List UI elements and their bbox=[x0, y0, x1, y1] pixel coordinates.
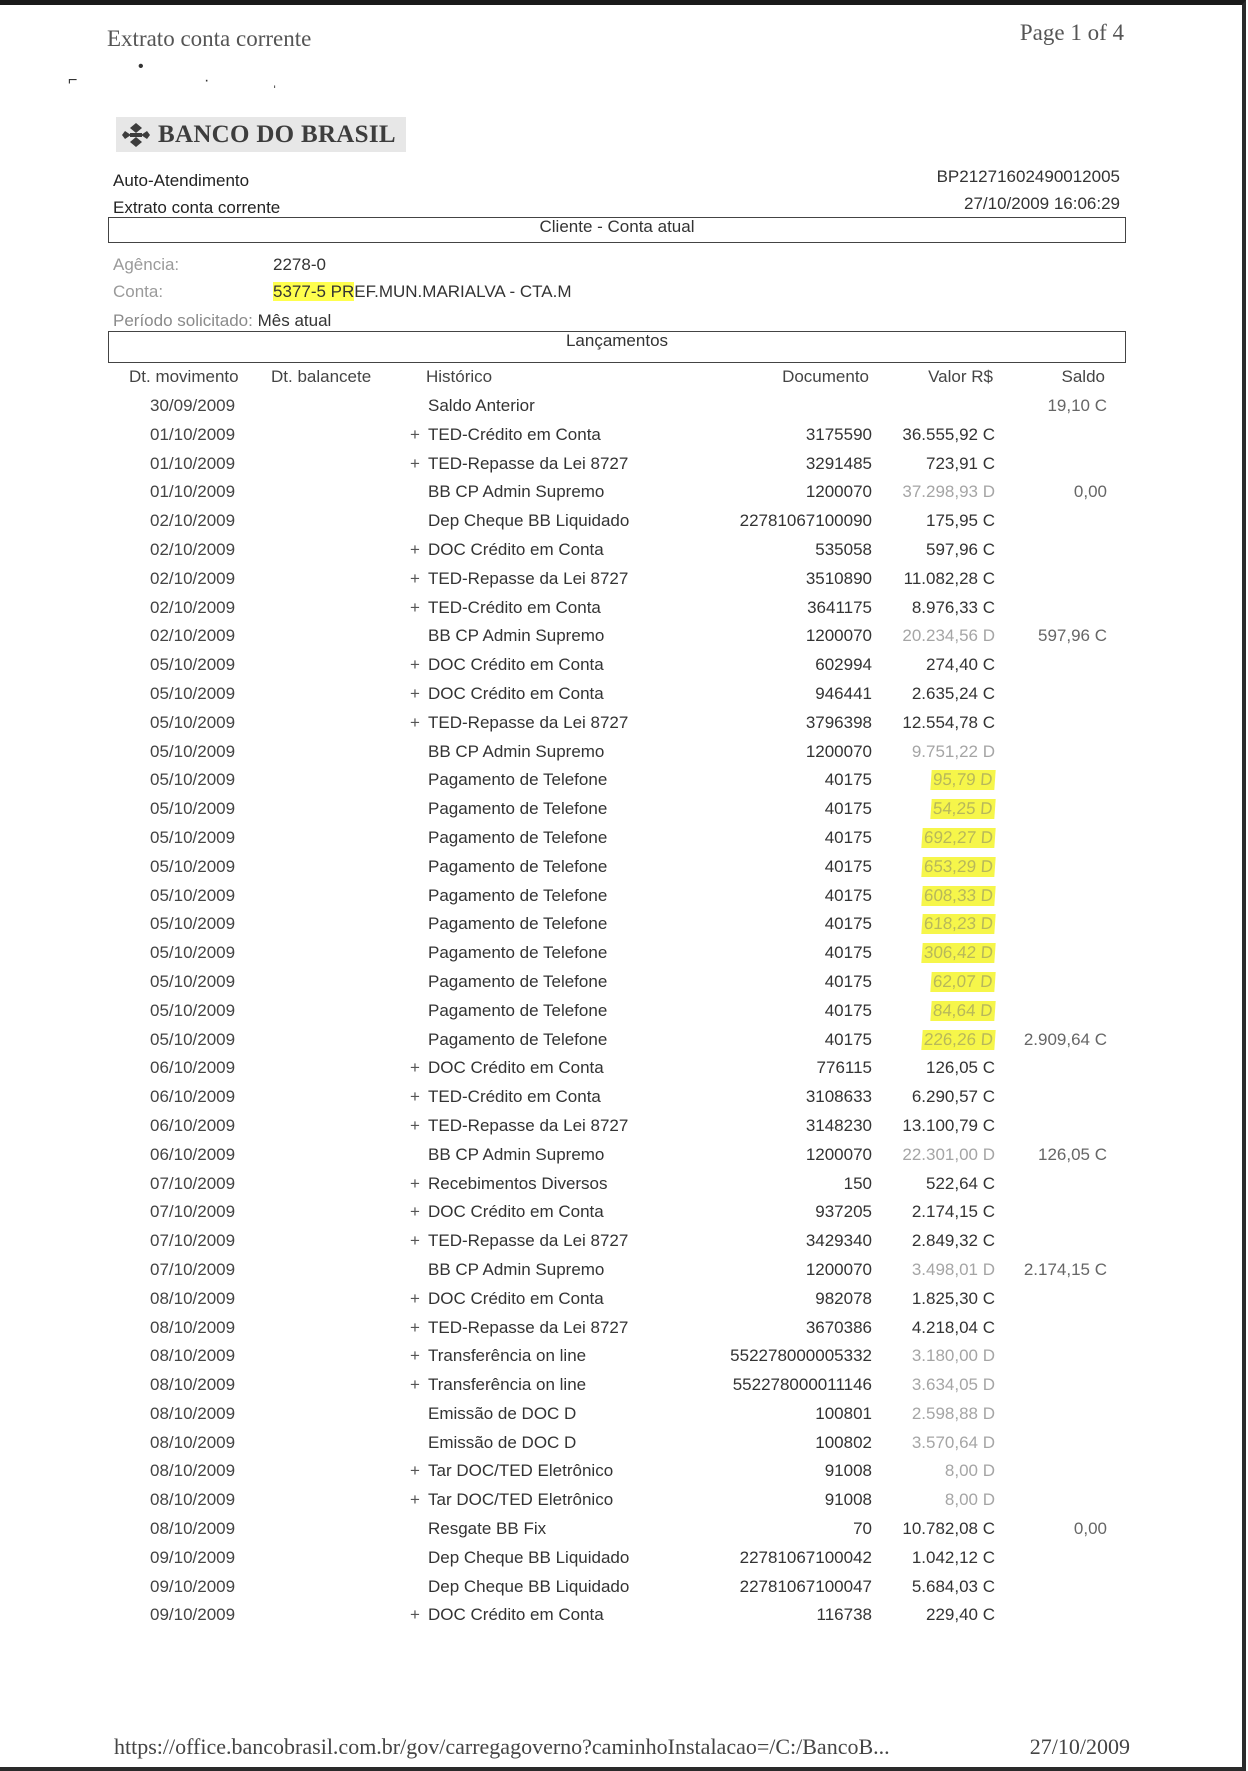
cell-dt-movimento: 05/10/2009 bbox=[150, 885, 236, 905]
cell-sign: + bbox=[410, 1231, 420, 1251]
cell-dt-movimento: 08/10/2009 bbox=[150, 1346, 236, 1366]
cell-dt-movimento: 05/10/2009 bbox=[150, 770, 236, 790]
cell-historico: BB CP Admin Supremo bbox=[428, 626, 605, 646]
table-row bbox=[0, 1145, 1248, 1174]
cell-documento: 40175 bbox=[824, 827, 872, 847]
cell-dt-movimento: 05/10/2009 bbox=[150, 827, 236, 847]
cell-saldo: 0,00 bbox=[1073, 1519, 1107, 1539]
document-type: Extrato conta corrente bbox=[113, 198, 281, 217]
print-footer-url: https://office.bancobrasil.com.br/gov/carregagoverno?caminhoInstalacao=/C:/BancoB... bbox=[114, 1734, 890, 1759]
cell-historico: BB CP Admin Supremo bbox=[428, 741, 605, 761]
cell-dt-movimento: 05/10/2009 bbox=[150, 683, 236, 703]
conta-value bbox=[273, 282, 572, 302]
cell-dt-movimento: 05/10/2009 bbox=[150, 655, 236, 675]
bank-logo bbox=[116, 117, 406, 152]
cell-dt-movimento: 07/10/2009 bbox=[150, 1259, 236, 1279]
cell-dt-movimento: 06/10/2009 bbox=[150, 1144, 236, 1164]
cell-historico: DOC Crédito em Conta bbox=[428, 1288, 604, 1308]
table-row bbox=[0, 684, 1248, 713]
cell-valor: 1.825,30 C bbox=[911, 1288, 995, 1308]
cell-sign: + bbox=[410, 568, 420, 588]
cell-dt-movimento: 08/10/2009 bbox=[150, 1317, 236, 1337]
table-row bbox=[0, 799, 1248, 828]
table-row bbox=[0, 1490, 1248, 1519]
table-row bbox=[0, 1116, 1248, 1145]
cell-valor: 2.598,88 D bbox=[911, 1403, 995, 1423]
cell-historico: Pagamento de Telefone bbox=[428, 1000, 608, 1020]
cell-documento: 40175 bbox=[824, 770, 872, 790]
cell-valor: 2.635,24 C bbox=[911, 683, 995, 703]
cell-sign: + bbox=[410, 1605, 420, 1625]
cell-valor: 13.100,79 C bbox=[902, 1115, 995, 1135]
cell-documento: 937205 bbox=[815, 1202, 872, 1222]
cell-historico: TED-Crédito em Conta bbox=[428, 1087, 601, 1107]
table-row bbox=[0, 914, 1248, 943]
cell-documento: 100801 bbox=[815, 1403, 872, 1423]
table-row bbox=[0, 425, 1248, 454]
cell-valor: 653,29 D bbox=[921, 857, 995, 877]
transactions-table bbox=[0, 396, 1248, 1634]
cell-valor: 2.849,32 C bbox=[911, 1231, 995, 1251]
meta-left bbox=[113, 167, 280, 221]
cell-sign: + bbox=[410, 1202, 420, 1222]
table-row bbox=[0, 1548, 1248, 1577]
cell-valor: 11.082,28 C bbox=[903, 568, 995, 588]
cell-dt-movimento: 05/10/2009 bbox=[150, 1000, 236, 1020]
cell-saldo: 0,00 bbox=[1073, 482, 1107, 502]
cell-valor: 5.684,03 C bbox=[911, 1576, 995, 1596]
cell-dt-movimento: 02/10/2009 bbox=[150, 539, 236, 559]
cell-sign: + bbox=[410, 1115, 420, 1135]
cell-historico: TED-Repasse da Lei 8727 bbox=[428, 568, 629, 588]
cell-dt-movimento: 02/10/2009 bbox=[150, 511, 236, 531]
cell-historico: Pagamento de Telefone bbox=[428, 827, 608, 847]
cell-dt-movimento: 05/10/2009 bbox=[150, 712, 236, 732]
cell-documento: 3148230 bbox=[805, 1115, 872, 1135]
cell-historico: Dep Cheque BB Liquidado bbox=[428, 1576, 630, 1596]
table-row bbox=[0, 886, 1248, 915]
cell-dt-movimento: 07/10/2009 bbox=[150, 1231, 236, 1251]
cell-historico: TED-Repasse da Lei 8727 bbox=[428, 1231, 629, 1251]
cell-valor: 9.751,22 D bbox=[911, 741, 995, 761]
cell-historico: Tar DOC/TED Eletrônico bbox=[428, 1461, 614, 1481]
cell-documento: 40175 bbox=[824, 799, 872, 819]
print-header-page: Page 1 of 4 bbox=[1019, 20, 1124, 45]
cell-dt-movimento: 08/10/2009 bbox=[150, 1490, 236, 1510]
cell-historico: Recebimentos Diversos bbox=[428, 1173, 608, 1193]
table-row bbox=[0, 857, 1248, 886]
cell-historico: Dep Cheque BB Liquidado bbox=[428, 1547, 630, 1567]
cell-documento: 40175 bbox=[824, 885, 872, 905]
cell-valor: 62,07 D bbox=[931, 972, 996, 992]
agencia-value: 2278-0 bbox=[273, 255, 326, 274]
cell-dt-movimento: 08/10/2009 bbox=[150, 1288, 236, 1308]
cell-historico: DOC Crédito em Conta bbox=[428, 1058, 604, 1078]
cell-historico: TED-Repasse da Lei 8727 bbox=[428, 1317, 629, 1337]
conta-label: Conta: bbox=[113, 282, 164, 301]
col-historico: Histórico bbox=[426, 367, 493, 386]
cell-documento: 3796398 bbox=[805, 712, 872, 732]
cell-historico: Pagamento de Telefone bbox=[428, 914, 608, 934]
col-dt-movimento: Dt. movimento bbox=[129, 367, 239, 386]
cell-valor: 274,40 C bbox=[926, 655, 995, 675]
cell-dt-movimento: 08/10/2009 bbox=[150, 1432, 236, 1452]
cell-historico: Pagamento de Telefone bbox=[428, 943, 608, 963]
cell-sign: + bbox=[410, 683, 420, 703]
table-row bbox=[0, 626, 1248, 655]
cell-dt-movimento: 07/10/2009 bbox=[150, 1202, 236, 1222]
cell-valor: 229,40 C bbox=[926, 1605, 995, 1625]
cell-historico: Transferência on line bbox=[428, 1346, 587, 1366]
cell-documento: 40175 bbox=[824, 914, 872, 934]
cell-dt-movimento: 05/10/2009 bbox=[150, 914, 236, 934]
cell-valor: 3.180,00 D bbox=[911, 1346, 995, 1366]
cell-saldo: 19,10 C bbox=[1047, 396, 1107, 415]
lancamentos-caption: Lançamentos bbox=[565, 331, 669, 350]
cell-valor: 126,05 C bbox=[926, 1058, 995, 1078]
table-row bbox=[0, 713, 1248, 742]
table-row bbox=[0, 1461, 1248, 1490]
cell-dt-movimento: 02/10/2009 bbox=[150, 597, 236, 617]
cell-sign: + bbox=[410, 597, 420, 617]
cell-valor: 175,95 C bbox=[926, 511, 995, 531]
table-row bbox=[0, 1404, 1248, 1433]
cell-saldo: 597,96 C bbox=[1038, 626, 1107, 646]
cell-historico: DOC Crédito em Conta bbox=[428, 683, 604, 703]
cell-dt-movimento: 05/10/2009 bbox=[150, 741, 236, 761]
cell-dt-movimento: 09/10/2009 bbox=[150, 1547, 236, 1567]
cell-valor: 4.218,04 C bbox=[911, 1317, 995, 1337]
cell-documento: 3510890 bbox=[805, 568, 872, 588]
cell-valor: 306,42 D bbox=[921, 943, 995, 963]
cell-valor: 226,26 D bbox=[921, 1030, 995, 1050]
table-row bbox=[0, 828, 1248, 857]
cell-valor: 692,27 D bbox=[921, 828, 995, 848]
cell-documento: 982078 bbox=[815, 1288, 872, 1308]
cell-sign: + bbox=[410, 1490, 420, 1510]
table-row bbox=[0, 972, 1248, 1001]
table-row bbox=[0, 1289, 1248, 1318]
cell-dt-movimento: 09/10/2009 bbox=[150, 1605, 236, 1625]
cell-dt-movimento: 06/10/2009 bbox=[150, 1115, 236, 1135]
cell-dt-movimento: 07/10/2009 bbox=[150, 1173, 236, 1193]
cell-documento: 150 bbox=[843, 1173, 872, 1193]
cell-historico: Emissão de DOC D bbox=[428, 1403, 577, 1423]
cell-sign: + bbox=[410, 539, 420, 559]
cell-historico: DOC Crédito em Conta bbox=[428, 539, 604, 559]
table-row bbox=[0, 540, 1248, 569]
conta-name: EF.MUN.MARIALVA - CTA.M bbox=[354, 282, 572, 301]
table-row bbox=[0, 1174, 1248, 1203]
cell-documento: 535058 bbox=[815, 539, 872, 559]
print-header-title: Extrato conta corrente bbox=[107, 26, 312, 51]
table-row bbox=[0, 1030, 1248, 1059]
cell-valor: 84,64 D bbox=[931, 1001, 996, 1021]
cell-documento: 946441 bbox=[815, 683, 872, 703]
cell-valor: 2.174,15 C bbox=[911, 1202, 995, 1222]
conta-number: 5377-5 PR bbox=[273, 282, 355, 301]
col-saldo: Saldo bbox=[1061, 367, 1105, 386]
cell-documento: 552278000005332 bbox=[730, 1346, 872, 1366]
cell-historico: Pagamento de Telefone bbox=[428, 885, 608, 905]
table-row bbox=[0, 1375, 1248, 1404]
cell-valor: 8,00 D bbox=[944, 1461, 995, 1481]
cell-historico: DOC Crédito em Conta bbox=[428, 1202, 604, 1222]
cell-valor: 8,00 D bbox=[944, 1490, 995, 1510]
service-label: Auto-Atendimento bbox=[113, 171, 250, 190]
cell-valor: 37.298,93 D bbox=[902, 482, 995, 502]
table-row bbox=[0, 598, 1248, 627]
table-row bbox=[0, 1605, 1248, 1634]
cell-valor: 1.042,12 C bbox=[911, 1547, 995, 1567]
cell-sign: + bbox=[410, 712, 420, 732]
cell-dt-movimento: 09/10/2009 bbox=[150, 1576, 236, 1596]
cell-historico: Transferência on line bbox=[428, 1375, 587, 1395]
col-valor: Valor R$ bbox=[928, 367, 993, 386]
client-section-caption: Cliente - Conta atual bbox=[539, 217, 695, 236]
cell-dt-movimento: 05/10/2009 bbox=[150, 856, 236, 876]
statement-datetime: 27/10/2009 16:06:29 bbox=[964, 194, 1120, 213]
cell-sign: + bbox=[410, 1058, 420, 1078]
meta-right bbox=[937, 163, 1120, 217]
cell-historico: Pagamento de Telefone bbox=[428, 799, 608, 819]
cell-valor: 36.555,92 C bbox=[902, 424, 995, 444]
cell-documento: 3108633 bbox=[805, 1087, 872, 1107]
cell-historico: DOC Crédito em Conta bbox=[428, 655, 604, 675]
cell-valor: 3.498,01 D bbox=[911, 1259, 995, 1279]
cell-valor: 723,91 C bbox=[926, 453, 995, 473]
cell-dt-movimento: 01/10/2009 bbox=[150, 424, 236, 444]
cell-saldo: 2.174,15 C bbox=[1023, 1259, 1107, 1279]
cell-documento: 22781067100047 bbox=[739, 1576, 872, 1596]
periodo-label: Período solicitado: bbox=[113, 311, 253, 330]
cell-valor: 54,25 D bbox=[931, 799, 996, 819]
cell-dt-movimento: 05/10/2009 bbox=[150, 943, 236, 963]
cell-documento: 40175 bbox=[824, 856, 872, 876]
cell-sign: + bbox=[410, 1288, 420, 1308]
bank-name: BANCO DO BRASIL bbox=[158, 121, 396, 148]
cell-documento: 1200070 bbox=[805, 482, 872, 502]
table-row bbox=[0, 1577, 1248, 1606]
table-row bbox=[0, 1001, 1248, 1030]
cell-documento: 100802 bbox=[815, 1432, 872, 1452]
cell-valor: 95,79 D bbox=[931, 770, 996, 790]
cell-historico: TED-Repasse da Lei 8727 bbox=[428, 1115, 629, 1135]
cell-documento: 3670386 bbox=[805, 1317, 872, 1337]
cell-valor: 22.301,00 D bbox=[902, 1144, 995, 1164]
cell-documento: 3291485 bbox=[805, 453, 872, 473]
cell-historico: BB CP Admin Supremo bbox=[428, 482, 605, 502]
cell-dt-movimento: 02/10/2009 bbox=[150, 568, 236, 588]
table-row bbox=[0, 1318, 1248, 1347]
table-row bbox=[0, 1433, 1248, 1462]
cell-sign: + bbox=[410, 1087, 420, 1107]
table-row bbox=[0, 943, 1248, 972]
periodo-row bbox=[113, 311, 331, 331]
cell-sign: + bbox=[410, 1317, 420, 1337]
agencia-label: Agência: bbox=[113, 255, 180, 274]
cell-dt-movimento: 02/10/2009 bbox=[150, 626, 236, 646]
periodo-value: Mês atual bbox=[257, 311, 332, 330]
cell-historico: DOC Crédito em Conta bbox=[428, 1605, 604, 1625]
cell-historico: Pagamento de Telefone bbox=[428, 971, 608, 991]
cell-valor: 3.570,64 D bbox=[911, 1432, 995, 1452]
cell-valor: 8.976,33 C bbox=[911, 597, 995, 617]
cell-documento: 40175 bbox=[824, 1000, 872, 1020]
cell-documento: 3641175 bbox=[807, 597, 872, 617]
cell-documento: 602994 bbox=[815, 655, 872, 675]
cell-documento: 552278000011146 bbox=[732, 1375, 872, 1395]
table-row bbox=[0, 1231, 1248, 1260]
table-row bbox=[0, 569, 1248, 598]
cell-dt-movimento: 06/10/2009 bbox=[150, 1058, 236, 1078]
cell-documento: 3175590 bbox=[805, 424, 872, 444]
lancamentos-section-bar bbox=[108, 331, 1126, 363]
cell-saldo: 126,05 C bbox=[1038, 1144, 1107, 1164]
cell-documento: 40175 bbox=[824, 1029, 872, 1049]
cell-documento: 116738 bbox=[816, 1605, 872, 1625]
cell-dt-movimento: 08/10/2009 bbox=[150, 1461, 236, 1481]
cell-documento: 776115 bbox=[816, 1058, 872, 1078]
cell-valor: 618,23 D bbox=[921, 914, 995, 934]
cell-documento: 3429340 bbox=[805, 1231, 872, 1251]
cell-historico: Emissão de DOC D bbox=[428, 1432, 577, 1452]
cell-documento: 22781067100042 bbox=[739, 1547, 872, 1567]
cell-documento: 40175 bbox=[824, 971, 872, 991]
cell-documento: 22781067100090 bbox=[739, 511, 872, 531]
cell-documento: 70 bbox=[853, 1519, 872, 1539]
cell-sign: + bbox=[410, 1173, 420, 1193]
cell-historico: Resgate BB Fix bbox=[428, 1519, 547, 1539]
table-row bbox=[0, 1260, 1248, 1289]
cell-historico: Saldo Anterior bbox=[428, 396, 535, 415]
cell-dt-movimento: 08/10/2009 bbox=[150, 1403, 236, 1423]
table-row bbox=[0, 742, 1248, 771]
cell-dt-movimento: 08/10/2009 bbox=[150, 1519, 236, 1539]
cell-historico: BB CP Admin Supremo bbox=[428, 1144, 605, 1164]
table-row bbox=[0, 770, 1248, 799]
cell-dt-movimento: 05/10/2009 bbox=[150, 799, 236, 819]
print-footer-date: 27/10/2009 bbox=[1029, 1734, 1130, 1759]
cell-historico: Tar DOC/TED Eletrônico bbox=[428, 1490, 614, 1510]
table-row bbox=[0, 1202, 1248, 1231]
cell-valor: 10.782,08 C bbox=[902, 1519, 995, 1539]
cell-documento: 91008 bbox=[824, 1490, 872, 1510]
conta-row bbox=[113, 282, 572, 302]
cell-historico: Pagamento de Telefone bbox=[428, 1029, 608, 1049]
reference-code: BP21271602490012005 bbox=[936, 167, 1120, 186]
cell-sign: + bbox=[410, 1375, 420, 1395]
cell-sign: + bbox=[410, 453, 420, 473]
col-dt-balancete: Dt. balancete bbox=[271, 367, 372, 386]
table-row bbox=[0, 1058, 1248, 1087]
cell-historico: BB CP Admin Supremo bbox=[428, 1259, 605, 1279]
table-row bbox=[0, 482, 1248, 511]
cell-dt-movimento: 01/10/2009 bbox=[150, 453, 236, 473]
cell-saldo: 2.909,64 C bbox=[1023, 1029, 1107, 1049]
cell-sign: + bbox=[410, 655, 420, 675]
cell-dt-movimento: 05/10/2009 bbox=[150, 971, 236, 991]
cell-historico: TED-Repasse da Lei 8727 bbox=[428, 453, 629, 473]
table-row bbox=[0, 454, 1248, 483]
table-row bbox=[0, 1346, 1248, 1375]
cell-historico: TED-Crédito em Conta bbox=[428, 424, 601, 444]
cell-historico: TED-Repasse da Lei 8727 bbox=[428, 712, 629, 732]
cell-valor: 608,33 D bbox=[921, 886, 995, 906]
cell-documento: 1200070 bbox=[805, 626, 872, 646]
table-row bbox=[0, 655, 1248, 684]
cell-documento: 1200070 bbox=[805, 741, 872, 761]
cell-valor: 20.234,56 D bbox=[902, 626, 995, 646]
cell-documento: 1200070 bbox=[805, 1144, 872, 1164]
agencia-row bbox=[113, 255, 326, 275]
table-row bbox=[0, 511, 1248, 540]
cell-documento: 40175 bbox=[824, 943, 872, 963]
cell-historico: Pagamento de Telefone bbox=[428, 770, 608, 790]
cell-sign: + bbox=[410, 1461, 420, 1481]
cell-documento: 91008 bbox=[824, 1461, 872, 1481]
cell-sign: + bbox=[410, 424, 420, 444]
table-row bbox=[0, 1519, 1248, 1548]
cell-historico: Pagamento de Telefone bbox=[428, 856, 608, 876]
client-section-bar bbox=[108, 217, 1126, 243]
cell-dt-movimento: 01/10/2009 bbox=[150, 482, 236, 502]
cell-dt-movimento: 05/10/2009 bbox=[150, 1029, 236, 1049]
banco-do-brasil-logo-icon bbox=[122, 122, 150, 148]
cell-dt-movimento: 08/10/2009 bbox=[150, 1375, 236, 1395]
table-row bbox=[0, 1087, 1248, 1116]
cell-dt-movimento: 06/10/2009 bbox=[150, 1087, 236, 1107]
cell-valor: 597,96 C bbox=[926, 539, 995, 559]
cell-valor: 522,64 C bbox=[926, 1173, 995, 1193]
cell-valor: 3.634,05 D bbox=[911, 1375, 995, 1395]
cell-historico: Dep Cheque BB Liquidado bbox=[428, 511, 630, 531]
cell-historico: TED-Crédito em Conta bbox=[428, 597, 601, 617]
cell-sign: + bbox=[410, 1346, 420, 1366]
cell-dt-movimento: 30/09/2009 bbox=[150, 396, 236, 415]
col-documento: Documento bbox=[782, 367, 869, 386]
cell-valor: 6.290,57 C bbox=[911, 1087, 995, 1107]
cell-valor: 12.554,78 C bbox=[902, 712, 995, 732]
table-row bbox=[0, 396, 1248, 425]
cell-documento: 1200070 bbox=[805, 1259, 872, 1279]
